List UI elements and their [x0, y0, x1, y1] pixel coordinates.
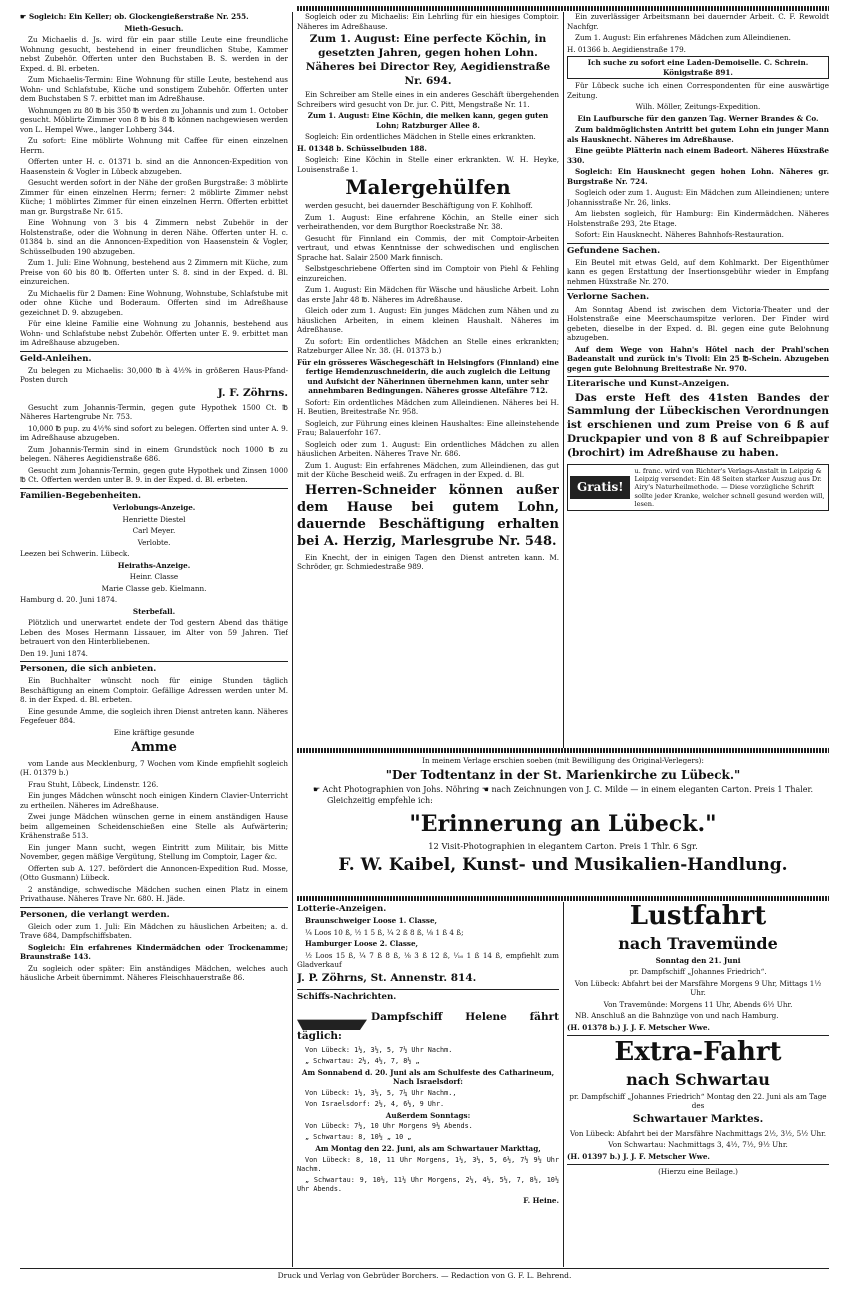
advert-text: Zum 1. August: Ein erfahrenes Mädchen, zum Alleindienen, das gut mit der Küche Bescheid weiß. Zu erfragen in der Exped. d. Bl. [297, 460, 559, 480]
advert-text: Am Montag den 22. Juni, als am Schwartauer Markttag, [315, 1144, 541, 1154]
advert-text: Eine geübte Plätterin nach einem Badeort. Näheres Hüxstraße 330. [567, 146, 829, 165]
advert-text: Zum 1. August: Eine erfahrene Köchin, an Stelle einer sich verheirathenden, vor dem Burgthor Roeckstraße Nr. 38. [297, 212, 559, 232]
advert-text: Sogleich: Eine Köchin in Stelle einer erkrankten. W. H. Heyke, Louisenstraße 1. [297, 155, 559, 174]
advert-text: Von Lübeck: 8, 10, 11 Uhr Morgens, 1½, 3½, 5, 6½, 7½ 9½ Uhr Nachm. [297, 1155, 559, 1173]
advert-text: Am Sonntag Abend ist zwischen dem Victoria-Theater und der Holstenstraße eine Meerschaumspitze verloren. Der Finder wird gebeten, dieselbe in der Exped. d. Bl. gegen eine gute Belohnung abzugeben. [567, 304, 829, 343]
advert-text: pr. Dampfschiff „Johannes Friedrich“ Montag den 22. Juni als am Tage des [569, 1091, 827, 1111]
footer-rule [20, 1268, 829, 1269]
section-heading: Lotterie-Anzeigen. [297, 904, 387, 914]
section-heading: Gefundene Sachen. [567, 245, 661, 256]
advert-text: Ein Knecht, der in einigen Tagen den Dienst antreten kann. M. Schröder, gr. Schmiedestraße 989. [297, 552, 559, 572]
advert-text: Am liebsten sogleich, für Hamburg: Ein Kindermädchen. Näheres Holstenstraße 293, 2te Etage. [567, 209, 829, 228]
section-separator [567, 289, 829, 290]
advert-text: Von Lübeck: 7½, 10 Uhr Morgens 9½ Abends. [305, 1122, 473, 1131]
banner-publisher: F. W. Kaibel, Kunst- und Musikalien-Handlung. [338, 855, 788, 876]
section-heading: Verlorne Sachen. [567, 292, 650, 303]
advert-text: Wilh. Möller, Zeitungs-Expedition. [635, 102, 761, 111]
advert-text: Braunschweiger Loose 1. Classe, [305, 916, 438, 926]
advert-text: Ich suche zu sofort eine Laden-Demoiselle. C. Schrein. Königstraße 891. [567, 56, 829, 79]
section-separator [20, 907, 288, 908]
gratis-advert [567, 464, 829, 511]
advert-text: Sogleich oder zum 1. August: Ein ordentliches Mädchen zu allen häuslichen Arbeiten. Näheres Trave Nr. 686. [297, 439, 559, 459]
advert-text: „ Schwartau: 9, 10½, 11½ Uhr Morgens, 2½, 4½, 5½, 7, 8½, 10½ Uhr Abends. [297, 1175, 559, 1193]
advert-text: ½ Loos 15 ß, ¼ 7 ß 8 ß, ⅛ 3 ß 12 ß, ¹⁄₁₆ 1 ß 14 ß, empfiehlt zum Gladverkauf [297, 950, 559, 970]
advert-text: Wohnungen zu 80 ℔ bis 350 ℔ werden zu Johannis und zum 1. October gesucht. Möblirte Zimmer von 8 ℔ bis 8 ℔ können nachgewiesen werden von L. Hempel Wwe., langer Lohberg 344. [20, 105, 288, 134]
section-heading: Schiffs-Nachrichten. [297, 991, 397, 1002]
advert-text: Zum 1. August: Eine perfecte Köchin, in gesetzten Jahren, gegen hohen Lohn. Näheres bei Director Rey, Aegidienstraße Nr. 694. [305, 33, 551, 87]
section-separator [20, 488, 288, 489]
advert-text: Zum 1. August: Eine Köchin, die melken kann, gegen guten Lohn; Ratzburger Allee 8. [307, 111, 549, 130]
section-heading: Geld-Anleihen. [20, 353, 92, 364]
banner-top-rule [297, 748, 829, 753]
advert-text: Für Lübeck suche ich einen Correspondenten für eine auswärtige Zeitung. [567, 81, 829, 100]
advert-text: Von Schwartau: Nachmittags 3, 4½, 7½, 9½ Uhr. [608, 1140, 788, 1150]
column-right-lower [567, 902, 829, 1267]
advert-text: F. Heine. [523, 1195, 559, 1205]
column-right [567, 12, 829, 750]
advert-text: Zum 1. Juli: Eine Wohnung, bestehend aus 2 Zimmern mit Küche, zum Preise von 60 bis 80 ℔. Offerten unter S. 8. sind in der Exped. d. Bl. einzureichen. [20, 258, 288, 286]
advert-text: Schwartauer Marktes. [632, 1112, 764, 1125]
advert-text: Von Travemünde: Morgens 11 Uhr, Abends 6½ Uhr. [603, 999, 793, 1009]
advert-text: Sonntag den 21. Juni [655, 955, 741, 965]
advert-text: ¼ Loos 10 ß, ½ 1 5 ß, ¼ 2 ß 8 ß, ⅛ 1 ß 4 ß; [305, 927, 464, 937]
advert-text: Für ein grösseres Wäschegeschäft in Helsingfors (Finnland) eine fertige Hemdenzuschneiderin, die auch zugleich die Leitung und Aufsicht der Näherinnen übernehmen kann, unter sehr annehmbaren Bedingungen. Näheres grosse Altefähre 712. [297, 357, 559, 396]
section-separator [20, 661, 288, 662]
column-left [20, 12, 288, 1267]
advert-text: nach Travemünde [618, 933, 778, 953]
advert-text: Ein junges Mädchen wünscht noch einigen Kindern Clavier-Unterricht zu ertheilen. Näheres im Adreßhause. [20, 791, 288, 810]
advert-text: Verlobungs-Anzeige. [112, 503, 196, 513]
advert-text: Offerten unter H. c. 01371 b. sind an die Annoncen-Expedition von Haasenstein & Vogler in Lübeck abzugeben. [20, 157, 288, 176]
advert-text: „ Schwartau: 2½, 4½, 7, 8½ „ [305, 1056, 420, 1065]
top-rule-middle [297, 6, 829, 11]
advert-text: Zu Michaelis für 2 Damen: Eine Wohnung, Wohnstube, Schlafstube mit oder ohne Küche und Boderaum. Offerten sind im Adreßhause gezeichnet D. 9. abzugeben. [20, 288, 288, 317]
advert-text: Eine kräftige gesunde [113, 727, 195, 737]
advert-text: Verlobte. [137, 537, 171, 547]
banner-second-title: "Erinnerung an Lübeck." [409, 811, 717, 838]
advert-text: Ein junger Mann sucht, wegen Eintritt zum Militair, bis Mitte November, gegen mäßige Vergütung, Stellung im Comptoir, Lager &c. [20, 842, 288, 862]
advert-text: Gesucht werden sofort in der Nähe der großen Burgstraße: 3 möblirte Zimmer für einen einzelnen Herrn; ferner: 2 möblirte Zimmer nebst Küche; 1 möblirtes Zimmer für einen einzelnen Herrn. Offerten erbittet man gr. Burgstraße Nr. 615. [20, 178, 288, 216]
banner-title: "Der Todtentanz in der St. Marienkirche zu Lübeck." [385, 767, 741, 782]
advert-text: H. 01348 b. Schüsselbuden 188. [297, 143, 427, 153]
advert-text: „ Schwartau: 8, 10½ „ 10 „ [305, 1133, 412, 1142]
advert-text: werden gesucht, bei dauernder Beschäftigung von F. Kohlhoff. [305, 201, 533, 211]
advert-text: Von Lübeck: 1½, 3½, 5, 7¼ Uhr Nachm., [305, 1088, 457, 1097]
advert-text: vom Lande aus Mecklenburg, 7 Wochen vom Kinde empfiehlt sogleich (H. 01379 b.) [20, 758, 288, 778]
todtentanz-advert [297, 754, 829, 894]
section-separator [567, 1164, 829, 1165]
advert-text: Ein Schreiber am Stelle eines in ein anderes Geschäft übergehenden Schreibers wird gesucht von Dr. jur. C. Pitt, Mengstraße Nr. 11. [297, 90, 559, 109]
advert-text: Hamburger Loose 2. Classe, [305, 939, 419, 949]
advert-text: Von Lübeck: Abfahrt bei der Marsfähre Morgens 9 Uhr, Mittags 1½ Uhr. [574, 978, 822, 998]
column-divider [563, 902, 564, 1267]
advert-text: Zum Johannis-Termin sind in einem Grundstück noch 1000 ℔ zu belegen. Näheres Aegidienstraße 686. [20, 444, 288, 464]
advert-text: Zum Michaelis-Termin: Eine Wohnung für stille Leute, bestehend aus Wohn- und Schlafstube, Küche und sonstigem Zubehör. Offerten unter dem Buchstaben S 7. erbittet man im Adreßhause. [20, 75, 288, 103]
advert-text: Henriette Diestel [122, 514, 186, 524]
advert-text: Gleich oder zum 1. Juli: Ein Mädchen zu häuslichen Arbeiten; a. d. Trave 684, Dampfschiffsbaten. [20, 921, 288, 941]
section-separator [567, 1035, 829, 1036]
banner-also: Gleichzeitig empfehle ich: [327, 795, 433, 805]
advert-text: Außerdem Sonntags: [385, 1110, 471, 1120]
advert-text: Sogleich oder zum 1. August: Ein Mädchen zum Alleindienen; untere Johannisstraße Nr. 26, links. [567, 188, 829, 207]
column-divider [292, 12, 293, 1267]
advert-text: NB. Anschluß an die Bahnzüge von und nach Hamburg. [575, 1011, 779, 1021]
advert-text: Ein Laufbursche für den ganzen Tag. Werner Brandes & Co. [577, 113, 819, 123]
advert-text: Zu Michaelis d. Js. wird für ein paar stille Leute eine freundliche Wohnung gesucht, bestehend in einer freundlichen Stube, Kammer nebst Zubehör. Offerten unter den Buchstaben B. S. werden in der Exped. d. Bl. erbeten. [20, 35, 288, 73]
advert-text: Zu belegen zu Michaelis: 30,000 ℔ à 4½% in größeren Haus-Pfand-Posten durch [20, 365, 288, 385]
advert-text: Malergehülfen [345, 175, 511, 200]
banner-second-subtitle: 12 Visit-Photographien in elegantem Carton. Preis 1 Thlr. 6 Sgr. [428, 841, 698, 852]
advert-text: Zwei junge Mädchen wünschen gerne in einem anständigen Hause beim allgemeinen Scheidenschießen eine Stelle als Aufwärterin; Krähenstraße 513. [20, 812, 288, 841]
advert-text [297, 1004, 559, 1044]
advert-text: (H. 01378 b.) J. J. F. Metscher Wwe. [567, 1022, 710, 1032]
advert-text: Carl Meyer. [132, 526, 176, 536]
advert-text: Sterbefall. [132, 606, 176, 616]
advert-text: Zu sogleich oder später: Ein anständiges Mädchen, welches auch häusliche Arbeit übernimmt. Näheres Fleischhauerstraße 86. [20, 963, 288, 983]
advert-text: Gesucht zum Johannis-Termin, gegen gute Hypothek 1500 Ct. ℔ Näheres Hartengrube Nr. 753. [20, 402, 288, 422]
advert-text: Mieth-Gesuch. [124, 23, 184, 33]
banner-subtitle: ☛ Acht Photographien von Johs. Nöhring ☚ nach Zeichnungen von J. C. Milde — in einem eleganten Carton. Preis 1 Thaler. [312, 785, 814, 795]
section-separator [297, 989, 559, 990]
advert-text: Zu sofort: Eine möblirte Wohnung mit Caffee für einen einzelnen Herrn. [20, 136, 288, 155]
advert-text: Gesucht zum Johannis-Termin, gegen gute Hypothek und Zinsen 1000 ℔ Ct. Offerten werden unter B. 9. in der Exped. d. Bl. erbeten. [20, 465, 288, 485]
advert-text: Von Lübeck: 1½, 3½, 5, 7½ Uhr Nachm. [305, 1045, 453, 1054]
advert-text: ☛ Sogleich: Ein Keller; ob. Glockengießerstraße Nr. 255. [20, 12, 249, 21]
advert-text: Marie Classe geb. Kielmann. [101, 583, 207, 593]
gratis-text: u. franc. wird von Richter's Verlags-Anstalt in Leipzig & Leipzig versendet: Ein 48 Seiten starker Auszug aus Dr. Airy's Naturheilmethode. — Diese vorzügliche Schrift sollte jeder Kranke, welcher schnell gesund werden will, lesen. [634, 466, 825, 508]
advert-text: Eine Wohnung von 3 bis 4 Zimmern nebst Zubehör in der Holstenstraße, oder die Wohnung in deren Nähe. Offerten unter H. c. 01384 b. sind an die Annoncen-Expedition von Haasenstein & Vogler, Schüsselbuden 190 abzugeben. [20, 218, 288, 256]
column-middle-lower [297, 902, 559, 1267]
advert-text: Frau Stuht, Lübeck, Lindenstr. 126. [28, 779, 159, 789]
advert-text: 10,000 ℔ pup. zu 4½% sind sofort zu belegen. Offerten sind unter A. 9. im Adreßhause abzugeben. [20, 423, 288, 443]
advert-text: Sogleich: Ein Hausknecht gegen hohen Lohn. Näheres gr. Burgstraße Nr. 724. [567, 167, 829, 186]
section-heading: Personen, die sich anbieten. [20, 664, 157, 675]
gratis-badge: Gratis! [570, 476, 630, 500]
banner-intro: In meinem Verlage erschien soeben (mit Bewilligung des Original-Verlegers): [422, 756, 704, 765]
advert-text: Zum 1. August: Ein erfahrenes Mädchen zum Alleindienen. [575, 33, 791, 42]
advert-text: Das erste Heft des 41sten Bandes der Sammlung der Lübeckischen Verordnungen ist erschienen und zum Preise von 6 ß auf Druckpapier und von 8 ß auf Schreibpapier (brochirt) im Adreßhause zu haben. [567, 391, 829, 459]
advert-text: Hamburg d. 20. Juni 1874. [20, 595, 118, 605]
advert-text: Zum baldmöglichsten Antritt bei gutem Lohn ein junger Mann als Hausknecht. Näheres im Adreßhause. [567, 125, 829, 144]
advert-text: Für eine kleine Familie eine Wohnung zu Johannis, bestehend aus Wohn- und Schlafstube nebst Zubehör. Offerten unter E. 9. erbittet man im Adreßhause abzugeben. [20, 319, 288, 347]
advert-text: Von Lübeck: Abfahrt bei der Marsfähre Nachmittags 2½, 3½, 5½ Uhr. [569, 1128, 827, 1138]
advert-text: Offerten sub A. 127. befördert die Annoncen-Expedition Rud. Mosse, (Otto Gusmann) Lübeck. [20, 863, 288, 883]
advert-text: Am Sonnabend d. 20. Juni als am Schulfeste des Catharineum, Nach Israelsdorf: [301, 1067, 555, 1087]
advert-text: Extra-Fahrt [614, 1037, 782, 1068]
advert-text: (H. 01397 b.) J. J. F. Metscher Wwe. [567, 1151, 710, 1161]
advert-text: Zu sofort: Ein ordentliches Mädchen an Stelle eines erkrankten; Ratzeburger Allee Nr. 38. (H. 01373 b.) [297, 336, 559, 356]
section-separator [20, 351, 288, 352]
column-divider [563, 12, 564, 750]
advert-text: J. P. Zöhrns, St. Annenstr. 814. [297, 971, 477, 984]
advert-text: Leezen bei Schwerin. Lübeck. [20, 549, 130, 559]
advert-text: Sofort: Ein Hausknecht. Näheres Bahnhofs-Restauration. [575, 230, 784, 239]
advert-text: Von Israelsdorf: 2½, 4, 6½, 9 Uhr. [305, 1099, 445, 1108]
advert-text: Ein Beutel mit etwas Geld, auf dem Kohlmarkt. Der Eigenthümer kann es gegen Erstattung der Insertionsgebühr wieder in Empfang nehmen Hüxstraße Nr. 270. [567, 257, 829, 286]
column-middle [297, 12, 559, 750]
advert-text: Lustfahrt [629, 902, 767, 931]
advert-text: J. F. Zöhrns. [217, 386, 288, 399]
advert-text: Eine gesunde Amme, die sogleich ihren Dienst antreten kann. Näheres Fegefeuer 884. [20, 706, 288, 726]
section-heading: Familien-Begebenheiten. [20, 490, 141, 501]
ship-title: Dampfschiff Helene fährt täglich: [297, 1011, 559, 1043]
advert-text: Gleich oder zum 1. August: Ein junges Mädchen zum Nähen und zu häuslichen Arbeiten, in einem kleinen Haushalt. Näheres im Adreßhause. [297, 306, 559, 335]
advert-text: Heinr. Classe [129, 572, 179, 582]
advert-text: Sogleich oder zu Michaelis: Ein Lehrling für ein hiesiges Comptoir. Näheres im Adreßhause. [297, 12, 559, 31]
advert-text: Zum 1. August: Ein Mädchen für Wäsche und häusliche Arbeit. Lohn das erste Jahr 48 ℔. Näheres im Adreßhause. [297, 285, 559, 304]
advert-text: Den 19. Juni 1874. [20, 648, 88, 658]
section-heading: Personen, die verlangt werden. [20, 909, 170, 920]
steamship-icon [297, 1004, 367, 1030]
advert-text: Selbstgeschriebene Offerten sind im Comptoir von Piehl & Fehling einzureichen. [297, 264, 559, 283]
advert-text: Heiraths-Anzeige. [117, 560, 191, 570]
advert-text: Sofort: Ein ordentliches Mädchen zum Alleindienen. Näheres bei H. H. Beutien, Breitestraße Nr. 958. [297, 397, 559, 417]
advert-text: H. 01366 b. Aegidienstraße 179. [567, 44, 686, 54]
advert-text: Plötzlich und unerwartet endete der Tod gestern Abend das thätige Leben des Moses Hermann Lissauer, im Alter von 59 Jahren. Tief betrauert von den Hinterbliebenen. [20, 618, 288, 647]
advert-text: Auf dem Wege von Hahn's Hôtel nach der Prahl'schen Badeanstalt und zurück in's Tivoli: Ein 25 ℔-Schein. Abzugeben gegen gute Belohnung Breitestraße Nr. 970. [567, 344, 829, 373]
advert-text: (Hierzu eine Beilage.) [658, 1167, 738, 1177]
advert-text: Sogleich: Ein ordentliches Mädchen in Stelle eines erkrankten. [305, 132, 536, 142]
advert-text: Ein zuverlässiger Arbeitsmann bei dauernder Arbeit. C. F. Rewoldt Nachfgr. [567, 12, 829, 31]
advert-text: pr. Dampfschiff „Johannes Friedrich“. [629, 967, 767, 977]
advert-text: Sogleich, zur Führung eines kleinen Haushaltes: Eine alleinstehende Frau; Balauerfohr 167. [297, 418, 559, 438]
footer-imprint: Druck und Verlag von Gebrüder Borchers. — Redaction von G. F. L. Behrend. [277, 1271, 572, 1280]
advert-text: Herren-Schneider können außer dem Hause bei gutem Lohn, dauernde Beschäftigung erhalten bei A. Herzig, Marlesgrube Nr. 548. [297, 482, 559, 550]
advert-text: Gesucht für Finnland ein Commis, der mit Comptoir-Arbeiten vertraut, und etwas Kenntnisse der schwedischen und englischen Sprache hat. Salair 2500 Mark finnisch. [297, 233, 559, 262]
section-separator [567, 243, 829, 244]
section-heading: Literarische und Kunst-Anzeigen. [567, 379, 730, 390]
advert-text: Amme [131, 740, 177, 756]
advert-text: nach Schwartau [626, 1069, 770, 1089]
advert-text: 2 anständige, schwedische Mädchen suchen einen Platz in einem Privathause. Näheres Trave Nr. 680. H. Jäde. [20, 884, 288, 904]
section-separator [567, 376, 829, 377]
advert-text: Ein Buchhalter wünscht noch für einige Stunden täglich Beschäftigung an einem Comptoir. Gefällige Adressen werden unter M. 8. in der Exped. d. Bl. erbeten. [20, 676, 288, 705]
banner-bottom-rule [297, 896, 829, 901]
advert-text: Sogleich: Ein erfahrenes Kindermädchen oder Trockenamme; Braunstraße 143. [20, 942, 288, 962]
